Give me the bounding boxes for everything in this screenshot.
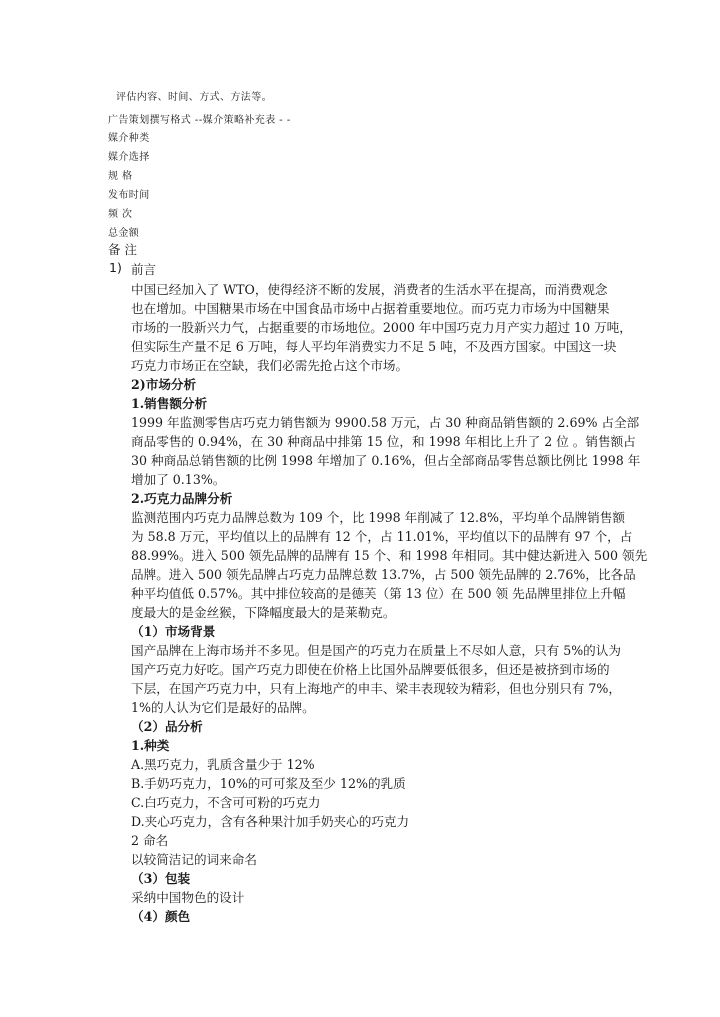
field-media-type: 媒介种类 (108, 133, 150, 144)
packaging-text: 采纳中国物色的设计 (131, 890, 245, 905)
brand-line: 88.99%。进入 500 领先品牌的品牌有 15 个、和 1998 年相同。其中健达新进入 500 领先 (131, 548, 648, 563)
color-heading: （4）颜色 (131, 909, 191, 924)
background-line: 国产品牌在上海市场并不多见。但是国产的巧克力在质量上不尽如人意，只有 5%的认为 (131, 643, 621, 658)
sales-line: 增加了 0.13%。 (131, 472, 226, 487)
sales-heading: 1.销售额分析 (131, 396, 208, 411)
packaging-heading: （3）包装 (131, 871, 191, 886)
preface-title: 前言 (131, 262, 157, 277)
background-line: 下层，在国产巧克力中，只有上海地产的申丰、梁丰表现较为精彩，但也分别只有 7%， (131, 681, 621, 696)
sales-line: 商品零售的 0.94%，在 30 种商品中排第 15 位，和 1998 年相比上升了 2 位 。销售额占 (131, 434, 636, 449)
field-frequency: 频 次 (108, 209, 133, 220)
field-release-time: 发布时间 (108, 190, 150, 201)
market-background-heading: （1）市场背景 (131, 624, 216, 639)
brand-heading: 2.巧克力品牌分析 (131, 491, 233, 506)
kind-item: A.黑巧克力，乳质含量少于 12% (131, 757, 315, 772)
preface-line: 巧克力市场正在空缺，我们必需先抢占这个市场。 (131, 358, 409, 373)
media-table-title: 广告策划撰写格式 --媒介策略补充表 - - (108, 115, 291, 126)
preface-line: 市场的一股新兴力气，占据重要的市场地位。2000 年中国巧克力月产实力超过 10 万吨， (131, 320, 632, 335)
preface-line: 中国已经加入了 WTO，使得经济不断的发展，消费者的生活水平在提高，而消费观念 (131, 282, 608, 297)
brand-line: 度最大的是金丝猴，下降幅度最大的是莱勒克。 (131, 605, 396, 620)
brand-line: 监测范围内巧克力品牌总数为 109 个，比 1998 年削减了 12.8%，平均单个品牌销售额 (131, 510, 625, 525)
naming-text: 以较简洁记的词来命名 (131, 852, 257, 867)
naming-heading: 2 命名 (131, 833, 169, 848)
field-remark: 备 注 (108, 242, 137, 257)
product-analysis-heading: （2）品分析 (131, 719, 203, 734)
preface-line: 但实际生产量不足 6 万吨，每人平均年消费实力不足 5 吨，不及西方国家。中国这一块 (131, 339, 617, 354)
sales-line: 30 种商品总销售额的比例 1998 年增加了 0.16%，但占全部商品零售总额比例比 1998 年 (131, 453, 641, 468)
market-analysis-heading: 2)市场分析 (131, 377, 197, 392)
kind-item: B.手奶巧克力，10%的可可浆及至少 12%的乳质 (131, 776, 406, 791)
brand-line: 种平均值低 0.57%。其中排位较高的是德芙（第 13 位）在 500 领 先品牌里排位上升幅 (131, 586, 626, 601)
field-total-amount: 总金额 (108, 228, 140, 239)
background-line: 1%的人认为它们是最好的品牌。 (131, 700, 315, 715)
evaluation-line: 评估内容、时间、方式、方法等。 (116, 92, 272, 103)
sales-line: 1999 年监测零售店巧克力销售额为 9900.58 万元，占 30 种商品销售额的 2.69% 占全部 (131, 415, 640, 430)
preface-line: 也在增加。中国糖果市场在中国食品市场中占据着重要地位。而巧克力市场为中国糖果 (131, 301, 610, 316)
background-line: 国产巧克力好吃。国产巧克力即使在价格上比国外品牌要低很多，但还是被挤到市场的 (131, 662, 610, 677)
kind-item: D.夹心巧克力，含有各种果汁加手奶夹心的巧克力 (131, 814, 410, 829)
field-spec: 规 格 (108, 171, 133, 182)
brand-line: 品牌。进入 500 领先品牌占巧克力品牌总数 13.7%，占 500 领先品牌的 2.76%，比各品 (131, 567, 636, 582)
field-media-choice: 媒介选择 (108, 152, 150, 163)
kind-item: C.白巧克力，不含可可粉的巧克力 (131, 795, 321, 810)
brand-line: 为 58.8 万元，平均值以上的品牌有 12 个，占 11.01%，平均值以下的品牌有 97 个，占 (131, 529, 633, 544)
kinds-heading: 1.种类 (131, 738, 170, 753)
preface-number: 1) (109, 260, 122, 275)
